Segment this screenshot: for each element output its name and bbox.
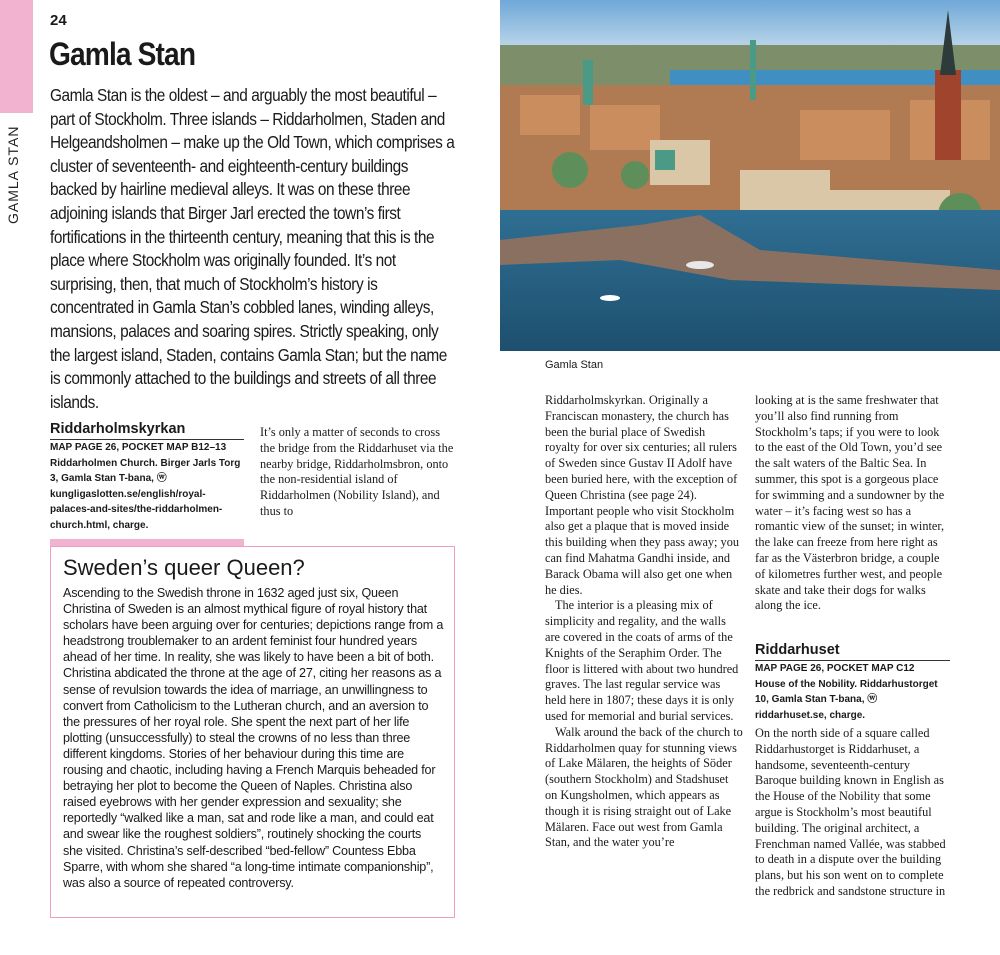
gamla-stan-photo: [500, 0, 1000, 351]
body-paragraph: Walk around the back of the church to Riddarholmen quay for stunning views of Lake Mälaren, the heights of Söder (southern Stockholm) and Stadshuset on Kungsholmen, which appears as though it is rising straight out of Lake Mälaren. Face out west from Gamla Stan, and the water you’re: [545, 724, 743, 850]
listing-name: Riddarholmskyrkan: [50, 421, 244, 440]
body-text-col2: [545, 393, 743, 851]
intro-paragraph: Gamla Stan is the oldest – and arguably the most beautiful – part of Stockholm. Three islands – Riddarholmen, Staden and Helgeandsholmen – make up the Old Town, which comprises a cluster of seventeenth- and eighteenth-century buildings backed by hairline medieval alleys. It was on these three adjoining islands that Birger Jarl erected the town’s first fortifications in the thirteenth century, meaning that this is the place where Stockholm was originally founded. It’s not surprising, then, that much of Stockholm’s history is concentrated in Gamla Stan’s cobbled lanes, winding alleys, mansions, palaces and soaring spires. Strictly speaking, only the largest island, Staden, contains Gamla Stan; but the name is commonly attached to the buildings and streets of all three islands.: [50, 85, 455, 412]
page-number: 24: [50, 12, 67, 29]
section-color-tab: [0, 0, 33, 113]
body-paragraph: The interior is a pleasing mix of simplicity and regality, and the walls are covered in the coats of arms of the Knights of the Seraphim Order. The floor is littered with about two hundred graves. The last regular service was held here in 1807; these days it is only used for memorial and burial services.: [545, 598, 739, 723]
photo-caption: Gamla Stan: [545, 359, 604, 371]
listing-riddarhuset: [755, 642, 950, 723]
listing-name: Riddarhuset: [755, 642, 950, 661]
section-side-label-text: GAMLA STAN: [5, 125, 21, 224]
listing-riddarholmskyrkan: [50, 421, 244, 534]
box-text: Ascending to the Swedish throne in 1632 aged just six, Queen Christina of Sweden is an almost mythical figure of royal history that scholars have been arguing over for centuries; depictions range from a headstrong troublemaker to an ardent feminist four hundred years ahead of her time. In reality, she was likely to have been a bit of both. Christina abdicated the throne at the age of 27, citing her reasons as a sense of revulsion towards the idea of marriage, an unwillingness to convert from Catholicism to the Lutheran church, and an aversion to the pressures of her royal role. She spent the next part of her life plotting (unsuccessfully) to steal the crowns of no less than three different kingdoms. Stories of her behaviour during this time are rousing and chaotic, including having a French Marquis beheaded for betraying her plot to become the Queen of Naples. Christina also raised eyebrows with her gender expression and sexuality; she reportedly “walked like a man, sat and rode like a man, and could eat and swear like the roughest soldiers”, routinely shocking the courts she visited. Christina’s self-described “bed-fellow” Countess Ebba Sparre, with whom she shared “a long-time intimate companionship”, was also a source of repeated controversy.: [63, 586, 444, 890]
body-text-col3: looking at is the same freshwater that you’ll also find running from Stockholm’s taps; if you were to look to the east of the Old Town, you’d see the salt waters of the Baltic Sea. In summer, this spot is a gorgeous place for swimming and a sundowner by the water – it’s facing west so has a romantic view of the sunset; in winter, the lake can freeze from here right as far as the Västerbron bridge, a couple of kilometres further west, and people skate and take their dogs for walks along the ice.: [755, 393, 945, 613]
sidebar-box: [50, 546, 455, 918]
body-paragraph: Riddarholmskyrkan. Originally a Franciscan monastery, the church has been the burial place of Swedish royalty for over six centuries; all rulers of Sweden since Gustav II Adolf have been buried here, with the exception of Queen Christina (see page 24). Important people who visit Stockholm also get a plaque that is moved inside this building when they pass away; you can find Mahatma Gandhi inside, and Barack Obama will also get one when he dies.: [545, 393, 739, 597]
listing-map-ref: MAP PAGE 26, POCKET MAP B12–13: [50, 442, 227, 453]
listing-map-ref: MAP PAGE 26, POCKET MAP C12: [755, 663, 915, 674]
body-text-col3-cont: On the north side of a square called Riddarhustorget is Riddarhuset, a handsome, seventeenth-century Baroque building known in English as the House of the Nobility that some argue is Stockholm’s most beautiful building. The original architect, a Frenchman named Vallée, was stabbed to death in a dispute over the building plans, but his son went on to complete the redbrick and sandstone structure in: [755, 726, 946, 898]
box-accent-strip: [50, 539, 244, 546]
page-title: Gamla Stan: [49, 36, 196, 72]
box-title: Sweden’s queer Queen?: [63, 555, 305, 580]
listing-address: Riddarholmen Church. Birger Jarls Torg 3, Gamla Stan T-bana, ⓦ kungligaslotten.se/english/royal-palaces-and-sites/the-riddarholmen-church.html, charge.: [50, 457, 241, 531]
body-text-col1: It’s only a matter of seconds to cross the bridge from the Riddarhuset via the nearby bridge, Riddarholmsbron, onto the non-residential island of Riddarholmen (Nobility Island), and thus to: [260, 425, 454, 518]
listing-address: House of the Nobility. Riddarhustorget 10, Gamla Stan T-bana, ⓦ riddarhuset.se, charge.: [755, 678, 938, 721]
